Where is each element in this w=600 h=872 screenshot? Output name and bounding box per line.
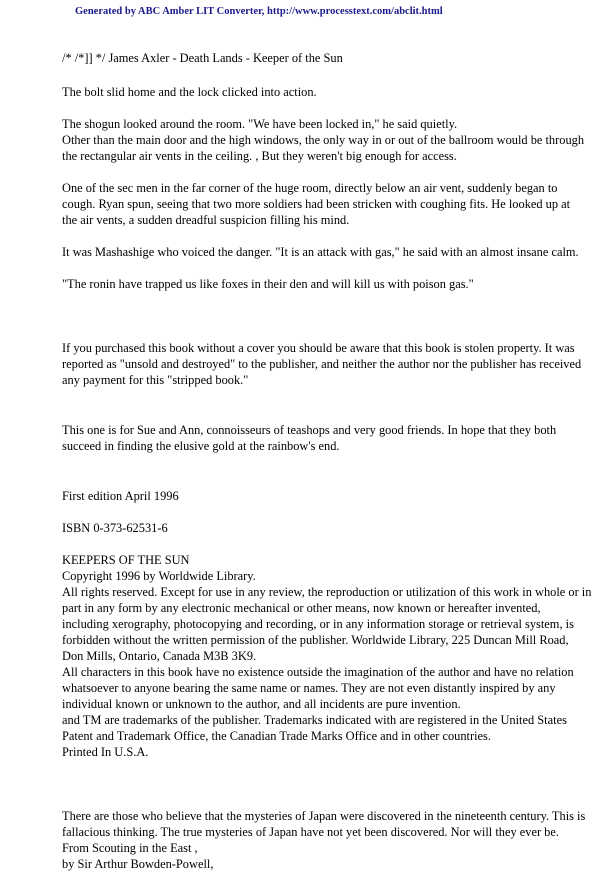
text-line: Printed In U.S.A. <box>62 745 149 759</box>
text-line: Don Mills, Ontario, Canada M3B 3K9. <box>62 649 257 663</box>
text-line: This one is for Sue and Ann, connoisseurs of teashops and very good friends. In hope that they both <box>62 423 557 437</box>
text-line: by Sir Arthur Bowden-Powell, <box>62 857 214 871</box>
isbn-line: ISBN 0-373-62531-6 <box>62 521 168 535</box>
paragraph-bolt: The bolt slid home and the lock clicked into action. <box>62 85 317 99</box>
paragraph-mashashige: It was Mashashige who voiced the danger. "It is an attack with gas," he said with an almost insane calm. <box>62 245 579 259</box>
text-line: forbidden without the written permission of the publisher. Worldwide Library, 225 Duncan Mill Road, <box>62 633 569 647</box>
text-line: fallacious thinking. The true mysteries of Japan have not yet been discovered. Nor will they ever be. <box>62 825 559 839</box>
text-line: cough. Ryan spun, seeing that two more soldiers had been stricken with coughing fits. He looked up at <box>62 197 571 211</box>
text-line: From Scouting in the East , <box>62 841 198 855</box>
epigraph-block <box>62 808 586 872</box>
paragraph-shogun <box>62 116 585 164</box>
text-line: individual known or unknown to the author, and all incidents are pure invention. <box>62 697 461 711</box>
text-line: the rectangular air vents in the ceiling. , But they weren't big enough for access. <box>62 149 457 163</box>
text-line: KEEPERS OF THE SUN <box>62 553 190 567</box>
text-line: reported as "unsold and destroyed" to the publisher, and neither the author nor the publisher has received <box>62 357 582 371</box>
text-line: Other than the main door and the high windows, the only way in or out of the ballroom would be through <box>62 133 585 147</box>
text-line: If you purchased this book without a cover you should be aware that this book is stolen property. It was <box>62 341 575 355</box>
text-line: any payment for this "stripped book." <box>62 373 249 387</box>
text-line: Patent and Trademark Office, the Canadian Trade Marks Office and in other countries. <box>62 729 491 743</box>
text-line: succeed in finding the elusive gold at the rainbow's end. <box>62 439 340 453</box>
text-line: Copyright 1996 by Worldwide Library. <box>62 569 256 583</box>
paragraph-dedication <box>62 422 557 454</box>
text-line: The shogun looked around the room. "We have been locked in," he said quietly. <box>62 117 458 131</box>
generator-header: Generated by ABC Amber LIT Converter, http://www.processtext.com/abclit.html <box>75 6 443 17</box>
text-line: part in any form by any electronic mechanical or other means, now known or hereafter invented, <box>62 601 541 615</box>
copyright-block <box>62 552 592 760</box>
book-title-line: /* /*]] */ James Axler - Death Lands - Keeper of the Sun <box>62 51 343 65</box>
paragraph-sec-men <box>62 180 571 228</box>
text-line: whatsoever to anyone bearing the same name or names. They are not even distantly inspired by any <box>62 681 556 695</box>
document-body <box>62 50 592 872</box>
text-line: including xerography, photocopying and recording, or in any information storage or retrieval system, is <box>62 617 574 631</box>
text-line: One of the sec men in the far corner of the huge room, directly below an air vent, suddenly began to <box>62 181 558 195</box>
paragraph-ronin: "The ronin have trapped us like foxes in their den and will kill us with poison gas." <box>62 277 474 291</box>
text-line: All rights reserved. Except for use in any review, the reproduction or utilization of this work in whole or in <box>62 585 592 599</box>
text-line: All characters in this book have no existence outside the imagination of the author and have no relation <box>62 665 574 679</box>
text-line: There are those who believe that the mysteries of Japan were discovered in the nineteenth century. This is <box>62 809 586 823</box>
text-line: the air vents, a sudden dreadful suspicion filling his mind. <box>62 213 350 227</box>
edition-line: First edition April 1996 <box>62 489 179 503</box>
text-line: and TM are trademarks of the publisher. Trademarks indicated with are registered in the United States <box>62 713 567 727</box>
paragraph-stripped-book <box>62 340 582 388</box>
